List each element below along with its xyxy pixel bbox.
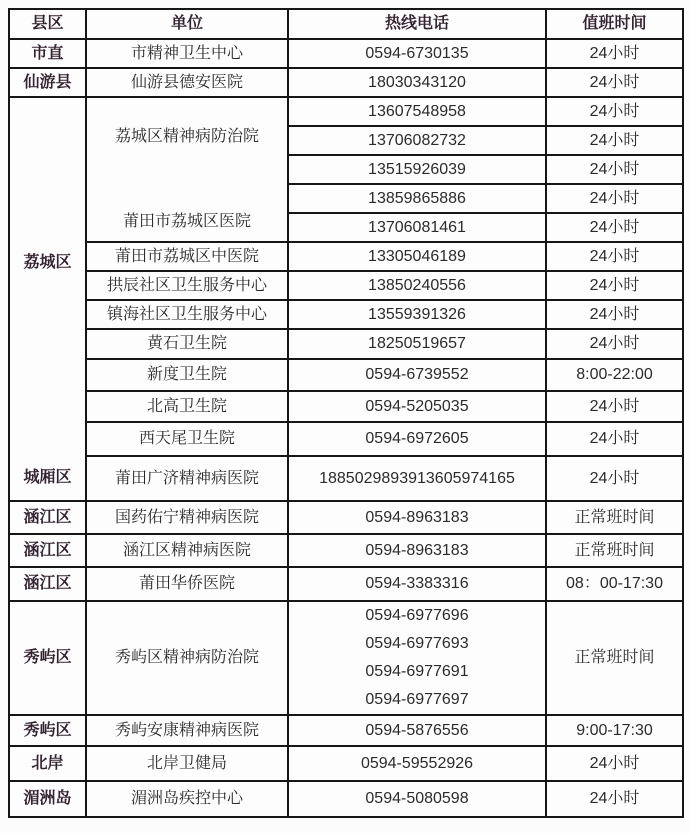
table-row [9,534,683,567]
hotline-table [8,8,684,818]
phone-cell: 13515926039 [288,155,546,184]
table-row [9,300,683,329]
hours-cell: 9:00-17:30 [546,715,683,746]
unit-cell: 北岸卫健局 [86,746,288,781]
hours-cell: 24小时 [546,456,683,501]
district-cell-merged-licheng-chengxiang [9,97,86,501]
unit-cell: 国药佑宁精神病医院 [86,501,288,534]
table-row [9,359,683,391]
table-row [9,601,683,715]
phone-cell: 18030343120 [288,68,546,97]
phone-cell: 0594-3383316 [288,567,546,601]
district-cell: 涵江区 [9,501,86,534]
hours-cell: 24小时 [546,271,683,300]
unit-cell: 西天尾卫生院 [86,422,288,456]
table-row [9,422,683,456]
unit-cell: 拱辰社区卫生服务中心 [86,271,288,300]
phone-cell: 0594-6730135 [288,39,546,68]
phone-cell: 0594-6739552 [288,359,546,391]
unit-cell: 莆田市荔城区中医院 [86,242,288,271]
hours-cell: 24小时 [546,126,683,155]
header-cell-district: 县区 [9,9,86,39]
unit-cell-merged-licheng [86,97,288,242]
district-cell: 市直 [9,39,86,68]
hours-cell: 24小时 [546,242,683,271]
table-row [9,271,683,300]
unit-cell: 秀屿安康精神病医院 [86,715,288,746]
phone-line: 0594-6977697 [365,691,469,708]
unit-cell: 仙游县德安医院 [86,68,288,97]
district-cell: 仙游县 [9,68,86,97]
phone-cell: 0594-5080598 [288,781,546,817]
district-cell: 涵江区 [9,567,86,601]
phone-cell: 1885029893913605974165 [288,456,546,501]
unit-label-lichengqu-yiyuan: 莆田市荔城区医院 [122,213,251,230]
hours-cell: 08：00-17:30 [546,567,683,601]
table-row [9,242,683,271]
table-row [9,391,683,422]
hours-cell: 24小时 [546,39,683,68]
table-row [9,746,683,781]
table-row [9,68,683,97]
hours-cell: 24小时 [546,422,683,456]
phone-line: 0594-6977691 [365,663,469,680]
phone-cell: 0594-6972605 [288,422,546,456]
phone-cell: 0594-5205035 [288,391,546,422]
table-row [9,715,683,746]
unit-cell: 涵江区精神病医院 [86,534,288,567]
phone-cell: 0594-8963183 [288,534,546,567]
phone-cell: 18250519657 [288,329,546,359]
unit-cell: 黄石卫生院 [86,329,288,359]
hours-cell: 24小时 [546,184,683,213]
header-row [9,9,683,39]
hours-cell: 8:00-22:00 [546,359,683,391]
header-cell-hours: 值班时间 [546,9,683,39]
phone-cell: 13607548958 [288,97,546,126]
phone-cell: 13706082732 [288,126,546,155]
hours-cell: 正常班时间 [546,601,683,715]
table-row [9,456,683,501]
phone-cell-multi [288,601,546,715]
unit-cell: 湄洲岛疾控中心 [86,781,288,817]
phone-cell: 13305046189 [288,242,546,271]
district-cell: 湄洲岛 [9,781,86,817]
unit-cell: 镇海社区卫生服务中心 [86,300,288,329]
table-row [9,97,683,126]
phone-cell: 13706081461 [288,213,546,242]
header-cell-unit: 单位 [86,9,288,39]
table-row [9,39,683,68]
phone-line: 0594-6977693 [365,635,469,652]
table-row [9,781,683,817]
phone-cell: 13850240556 [288,271,546,300]
table-row [9,329,683,359]
district-cell: 秀屿区 [9,715,86,746]
unit-cell: 新度卫生院 [86,359,288,391]
unit-cell: 市精神卫生中心 [86,39,288,68]
district-label-licheng: 荔城区 [23,253,72,271]
hours-cell: 24小时 [546,155,683,184]
hours-cell: 正常班时间 [546,501,683,534]
hours-cell: 24小时 [546,213,683,242]
district-cell: 涵江区 [9,534,86,567]
hours-cell: 24小时 [546,391,683,422]
district-cell: 秀屿区 [9,601,86,715]
district-cell: 北岸 [9,746,86,781]
table-row [9,501,683,534]
unit-label-fangzhiyuan: 荔城区精神病防治院 [114,127,259,145]
hours-cell: 24小时 [546,781,683,817]
hours-cell: 24小时 [546,97,683,126]
hours-cell: 24小时 [546,300,683,329]
phone-cell: 13559391326 [288,300,546,329]
phone-cell: 0594-5876556 [288,715,546,746]
unit-cell: 北高卫生院 [86,391,288,422]
table-row [9,567,683,601]
hours-cell: 24小时 [546,68,683,97]
unit-cell: 秀屿区精神病防治院 [86,601,288,715]
header-cell-phone: 热线电话 [288,9,546,39]
phone-line: 0594-6977696 [365,607,469,624]
unit-cell: 莆田广济精神病医院 [86,456,288,501]
phone-cell: 0594-8963183 [288,501,546,534]
phone-cell: 13859865886 [288,184,546,213]
hours-cell: 正常班时间 [546,534,683,567]
phone-cell: 0594-59552926 [288,746,546,781]
hours-cell: 24小时 [546,746,683,781]
unit-cell: 莆田华侨医院 [86,567,288,601]
district-label-chengxiang: 城厢区 [23,469,72,486]
hours-cell: 24小时 [546,329,683,359]
